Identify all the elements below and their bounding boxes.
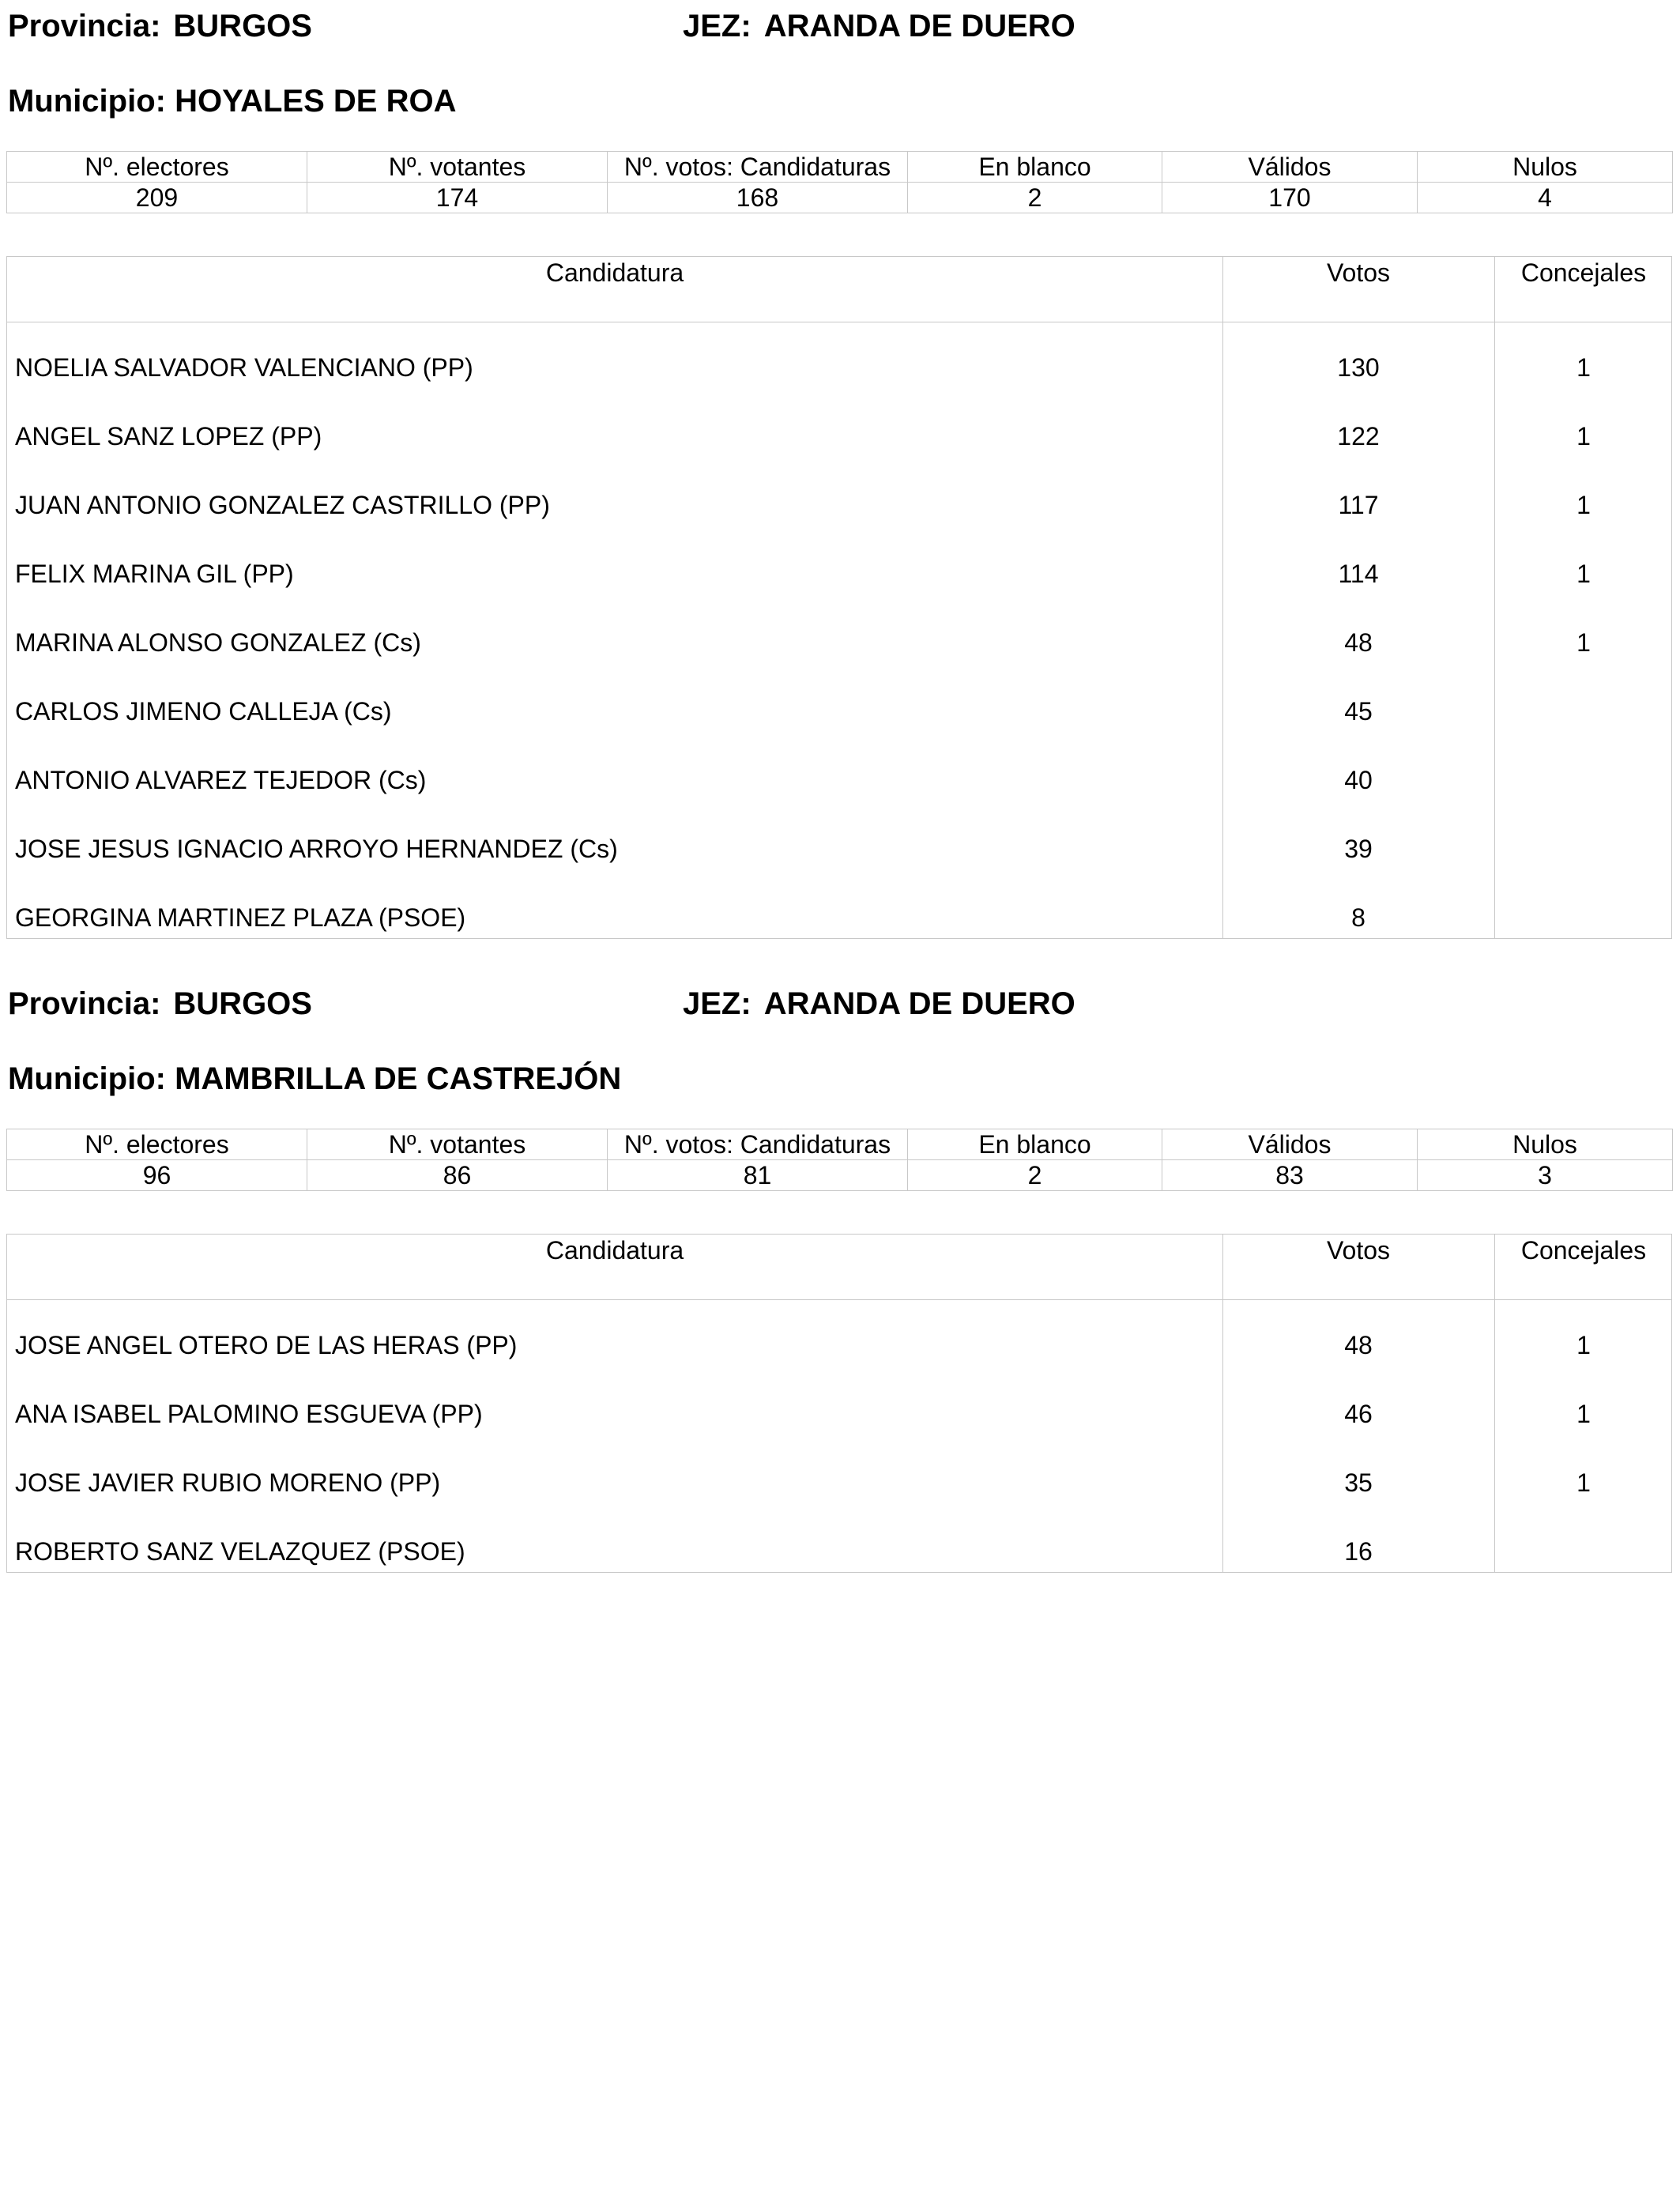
candidate-name: JOSE JESUS IGNACIO ARROYO HERNANDEZ (Cs) [15,835,618,863]
header-candidatura: Candidatura [545,1236,684,1265]
table-row [7,540,1671,609]
candidate-concejales: 1 [1576,560,1591,588]
candidates-table [6,1234,1672,1573]
candidates-header-row [7,257,1671,322]
provincia-value: BURGOS [173,9,312,43]
candidate-concejales [1494,746,1673,815]
candidate-votes: 8 [1351,903,1365,932]
header-votos: Votos [1326,1236,1391,1265]
candidate-votes: 114 [1338,560,1379,588]
municipio-label: Municipio: [8,84,166,119]
candidates-header-row [7,1235,1671,1300]
jez-label: JEZ: [683,9,751,43]
candidate-name: JOSE ANGEL OTERO DE LAS HERAS (PP) [15,1331,518,1359]
summary-header-votantes: Nº. votantes [307,152,608,183]
table-row [7,815,1671,884]
candidate-name: FELIX MARINA GIL (PP) [15,560,294,588]
candidate-name: MARINA ALONSO GONZALEZ (Cs) [15,628,421,657]
municipio-value: MAMBRILLA DE CASTREJÓN [175,1061,622,1096]
candidate-votes: 45 [1344,697,1373,726]
candidate-votes: 130 [1337,353,1380,382]
candidate-concejales: 1 [1576,628,1591,657]
provincia-heading [8,10,312,42]
header-concejales: Concejales [1520,1236,1647,1265]
summary-value-votantes: 174 [307,183,608,213]
summary-table [6,151,1673,213]
summary-header-nulos: Nulos [1418,152,1673,183]
candidate-concejales: 1 [1576,1400,1591,1428]
candidate-votes: 117 [1338,491,1379,519]
candidate-name: CARLOS JIMENO CALLEJA (Cs) [15,697,392,726]
summary-value-en-blanco: 2 [908,183,1162,213]
municipio-label: Municipio: [8,1061,166,1096]
candidate-votes: 35 [1344,1468,1373,1497]
summary-value-votantes: 86 [307,1160,608,1191]
summary-value-votos-candidaturas: 168 [608,183,908,213]
summary-header-votos-candidaturas: Nº. votos: Candidaturas [608,1129,908,1160]
candidate-concejales [1494,815,1673,884]
candidate-votes: 122 [1337,422,1380,450]
summary-value-electores: 96 [7,1160,307,1191]
summary-header-nulos: Nulos [1418,1129,1673,1160]
summary-header-row [7,152,1673,183]
candidate-concejales: 1 [1576,353,1591,382]
municipio-heading [8,1063,621,1095]
summary-value-en-blanco: 2 [908,1160,1162,1191]
summary-table [6,1129,1673,1191]
candidate-name: ANGEL SANZ LOPEZ (PP) [15,422,322,450]
candidate-votes: 16 [1344,1537,1373,1566]
table-row [7,1517,1671,1586]
table-row [7,402,1671,471]
candidate-votes: 39 [1344,835,1373,863]
summary-value-nulos: 3 [1418,1160,1673,1191]
summary-header-validos: Válidos [1162,152,1418,183]
jez-value: ARANDA DE DUERO [763,9,1075,43]
summary-value-validos: 83 [1162,1160,1418,1191]
provincia-label: Provincia: [8,9,161,43]
candidate-name: JOSE JAVIER RUBIO MORENO (PP) [15,1468,441,1497]
summary-header-votantes: Nº. votantes [307,1129,608,1160]
provincia-label: Provincia: [8,986,161,1021]
candidate-name: ANA ISABEL PALOMINO ESGUEVA (PP) [15,1400,483,1428]
table-row [7,334,1671,402]
summary-header-en-blanco: En blanco [908,152,1162,183]
table-row [7,884,1671,952]
candidate-concejales: 1 [1576,491,1591,519]
summary-value-votos-candidaturas: 81 [608,1160,908,1191]
provincia-value: BURGOS [173,986,312,1021]
summary-value-electores: 209 [7,183,307,213]
summary-value-row [7,1160,1673,1191]
candidate-concejales [1494,884,1673,952]
summary-value-validos: 170 [1162,183,1418,213]
jez-value: ARANDA DE DUERO [763,986,1075,1021]
summary-header-en-blanco: En blanco [908,1129,1162,1160]
jez-heading [683,10,1075,42]
candidate-votes: 46 [1344,1400,1373,1428]
summary-header-electores: Nº. electores [7,152,307,183]
candidate-concejales: 1 [1576,1331,1591,1359]
candidate-name: NOELIA SALVADOR VALENCIANO (PP) [15,353,473,382]
table-row [7,1449,1671,1517]
table-row [7,746,1671,815]
table-row [7,609,1671,677]
candidate-votes: 40 [1344,766,1373,794]
summary-header-row [7,1129,1673,1160]
candidate-concejales [1494,677,1673,746]
table-row [7,471,1671,540]
table-row [7,1380,1671,1449]
summary-value-nulos: 4 [1418,183,1673,213]
summary-header-electores: Nº. electores [7,1129,307,1160]
jez-label: JEZ: [683,986,751,1021]
candidate-concejales [1494,1517,1673,1586]
candidate-name: GEORGINA MARTINEZ PLAZA (PSOE) [15,903,466,932]
candidate-votes: 48 [1344,628,1373,657]
municipio-heading [8,85,456,117]
header-concejales: Concejales [1520,258,1647,287]
header-votos: Votos [1326,258,1391,287]
candidate-name: ROBERTO SANZ VELAZQUEZ (PSOE) [15,1537,465,1566]
candidate-name: ANTONIO ALVAREZ TEJEDOR (Cs) [15,766,427,794]
municipio-value: HOYALES DE ROA [175,84,457,119]
candidate-concejales: 1 [1576,422,1591,450]
summary-header-validos: Válidos [1162,1129,1418,1160]
provincia-heading [8,988,312,1020]
summary-header-votos-candidaturas: Nº. votos: Candidaturas [608,152,908,183]
candidate-concejales: 1 [1576,1468,1591,1497]
table-row [7,677,1671,746]
table-row [7,1311,1671,1380]
header-candidatura: Candidatura [545,258,684,287]
candidate-name: JUAN ANTONIO GONZALEZ CASTRILLO (PP) [15,491,550,519]
candidate-votes: 48 [1344,1331,1373,1359]
jez-heading [683,988,1075,1020]
candidates-table [6,256,1672,939]
summary-value-row [7,183,1673,213]
